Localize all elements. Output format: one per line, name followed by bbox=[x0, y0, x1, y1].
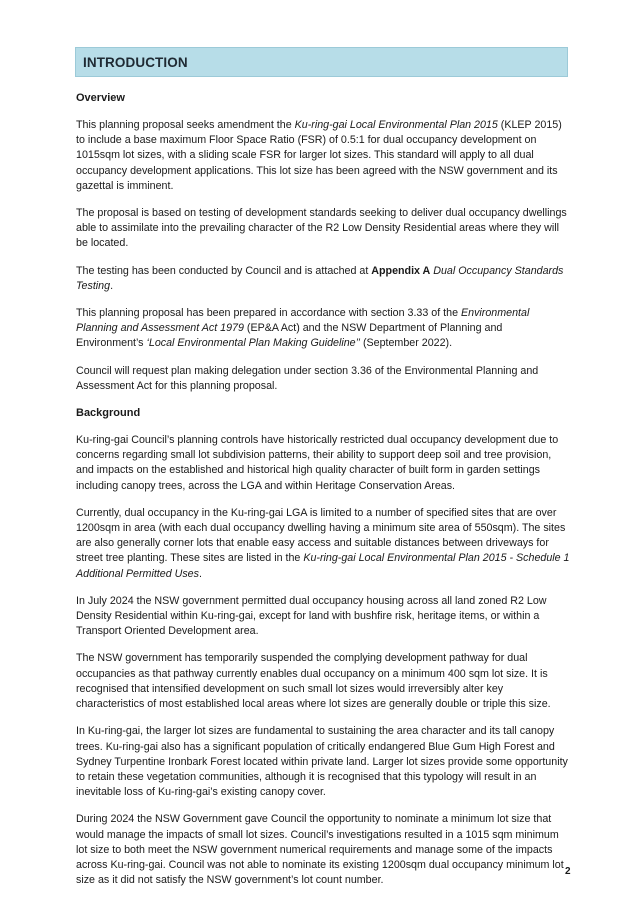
background-paragraph-1: Ku-ring-gai Council’s planning controls have historically restricted dual occupancy development due to concerns regarding small lot subdivision patterns, their ability to support deep soil and tree provision, and impacts on the established and historical high quality character of built form in garden settings including canopy trees, across the LGA and within Heritage Conservation Areas. bbox=[76, 434, 559, 492]
overview-paragraph-1 bbox=[76, 118, 570, 194]
overview-paragraph-2: The proposal is based on testing of development standards seeking to deliver dual occupancy dwellings able to assimilate into the prevailing character of the R2 Low Density Residential areas where they will be located. bbox=[76, 207, 567, 250]
text-run: . bbox=[198, 567, 202, 580]
page-number: 2 bbox=[565, 866, 571, 877]
overview-heading: Overview bbox=[76, 92, 125, 104]
text-run: This planning proposal has been prepared in accordance with section 3.33 of the bbox=[76, 307, 462, 320]
appendix-title-italic: Dual Occupancy Standards Testing bbox=[76, 264, 564, 292]
guideline-title-italic: ‘Local Environmental Plan Making Guideline’’ bbox=[146, 337, 360, 350]
text-run: (September 2022). bbox=[359, 337, 453, 350]
background-paragraph-3: In July 2024 the NSW government permitted dual occupancy housing across all land zoned R2 Low Density Residential within Ku-ring-gai, except for land with bushfire risk, heritage items, or within a Transport Oriented Development area. bbox=[76, 594, 547, 638]
background-heading: Background bbox=[76, 407, 141, 420]
background-paragraph-4: The NSW government has temporarily suspended the complying development pathway for dual occupancies as that pathway currently enables dual occupancy on a minimum 400 sqm lot size. It is recognised that intensified development on such small lot sizes would irreversibly alter key characteristics of most established local areas where lot sizes are generally double or triple this size. bbox=[76, 652, 551, 711]
text-run: The testing has been conducted by Council and is attached at bbox=[76, 264, 372, 277]
text-run: (KLEP 2015) to include a base maximum Floor Space Ratio (FSR) of 0.5:1 for dual occupancy development on 1015sqm lot sizes, with a sliding scale FSR for larger lot sizes. This standard will apply to all dual occupancy development applications. This lot size has been agreed with the NSW government and its gazettal is imminent. bbox=[76, 119, 562, 192]
act-title-italic: Environmental Planning and Assessment Act 1979 bbox=[76, 307, 530, 335]
section-heading: INTRODUCTION bbox=[83, 54, 188, 70]
appendix-reference: Appendix A bbox=[371, 264, 431, 277]
text-run: . bbox=[110, 279, 114, 292]
overview-paragraph-3 bbox=[76, 264, 570, 294]
background-paragraph-6: During 2024 the NSW Government gave Council the opportunity to nominate a minimum lot size that would manage the impacts of small lot sizes. Council’s investigations resulted in a 1015 sqm minimum lot size to both meet the NSW government numerical requirements and manage some of the impacts across Ku-ring-gai. Council was not able to nominate its existing 1200sqm dual occupancy minimum lot size as it did not satisfy the NSW government’s lot count number. bbox=[76, 813, 564, 887]
overview-paragraph-5: Council will request plan making delegation under section 3.36 of the Environmental Planning and Assessment Act for this planning proposal. bbox=[76, 364, 539, 392]
document-body bbox=[76, 91, 570, 900]
background-paragraph-5: In Ku-ring-gai, the larger lot sizes are fundamental to sustaining the area character and its tall canopy trees. Ku-ring-gai also has a significant population of critically endangered Blue Gum High Forest and Sydney Turpentine Ironbark Forest located within private land. Larger lot sizes provide some opportunity to retain these vegetation communities, although it is recognised that this typology will result in an inevitable loss of Ku-ring-gai’s existing canopy cover. bbox=[76, 725, 568, 799]
background-paragraph-2 bbox=[76, 506, 570, 582]
text-run: This planning proposal seeks amendment the bbox=[76, 119, 295, 131]
text-run: (EP&A Act) and the NSW Department of Planning and Environment’s bbox=[76, 322, 503, 350]
overview-paragraph-4 bbox=[76, 306, 570, 352]
schedule-title-italic: Ku-ring-gai Local Environmental Plan 2015 - Schedule 1 Additional Permitted Uses bbox=[76, 552, 570, 580]
section-heading-banner bbox=[75, 47, 568, 77]
text-run: Currently, dual occupancy in the Ku-ring-gai LGA is limited to a number of specified sites that are over 1200sqm in area (with each dual occupancy dwelling having a minimum site area of 550sqm). The sites are also generally corner lots that enable easy access and suitable distances between driveways for street tree planting. These sites are listed in the bbox=[76, 506, 566, 565]
plan-title-italic: Ku-ring-gai Local Environmental Plan 2015 bbox=[294, 119, 498, 131]
